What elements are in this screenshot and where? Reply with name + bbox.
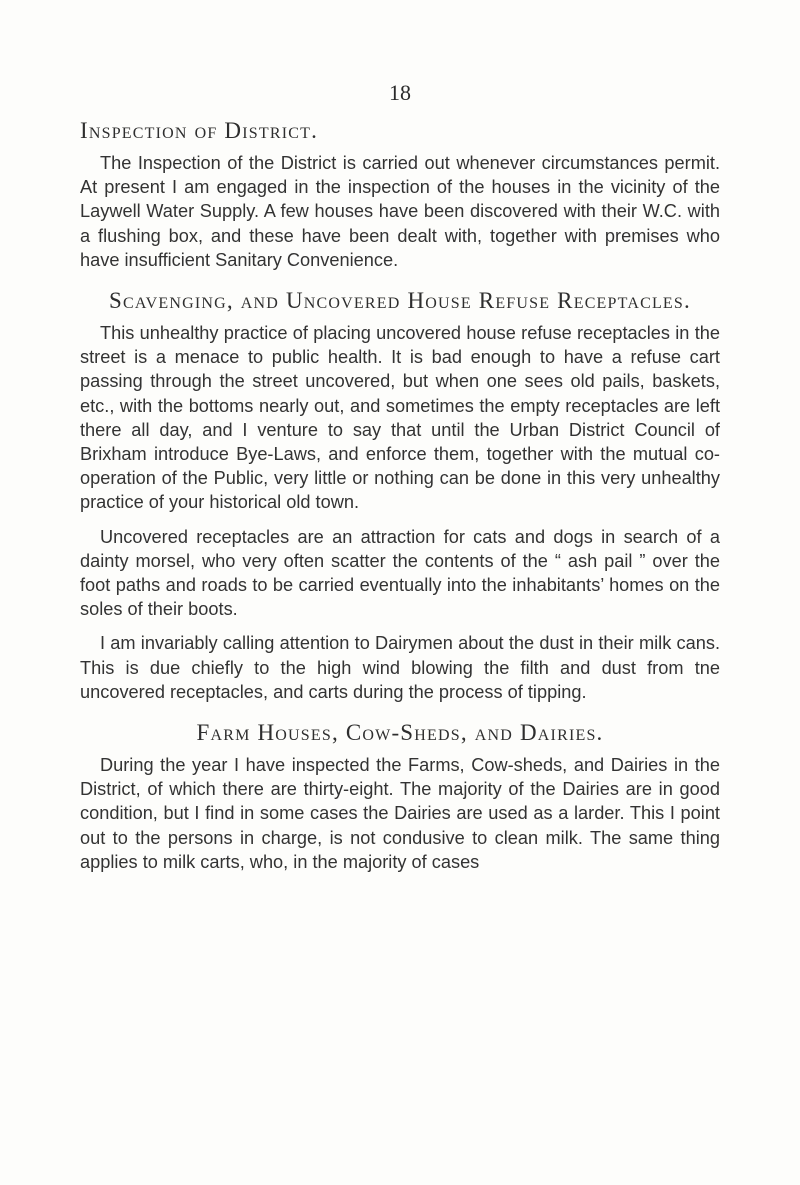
- section-heading: Inspection of District.: [80, 118, 319, 143]
- spacer: [80, 704, 720, 720]
- section-inspection: [80, 118, 720, 272]
- page-body: [80, 118, 720, 874]
- paragraph: I am invariably calling attention to Dairymen about the dust in their milk cans. This is due chiefly to the high wind blowing the filth and dust from tne uncovered receptacles, and carts during the process of tipping.: [80, 633, 720, 702]
- spacer: [80, 621, 720, 631]
- paragraph: The Inspection of the District is carried out whenever circumstances permit. At present I am engaged in the inspection of the houses in the vicinity of the Laywell Water Supply. A few houses have been discovered with their W.C. with a flushing box, and these have been dealt with, together with premises who have insufficient Sanitary Convenience.: [80, 153, 720, 270]
- section-heading: Farm Houses, Cow-Sheds, and Dairies.: [196, 720, 604, 746]
- paragraph: Uncovered receptacles are an attraction for cats and dogs in search of a dainty morsel, who very often scatter the contents of the “ ash pail ” over the foot paths and roads to be carried eventually into the inhabitants’ homes on the soles of their boots.: [80, 526, 720, 620]
- paragraph: This unhealthy practice of placing uncovered house refuse receptacles in the street is a menace to public health. It is bad enough to have a refuse cart passing through the street uncovered, but when one sees old pails, baskets, etc., with the bottoms nearly out, and sometimes the empty receptacles are left there all day, and I venture to say that until the Urban District Council of Brixham introduce Bye-Laws, and enforce them, together with the mutual co-operation of the Public, very little or nothing can be done in this very unhealthy practice of your historical old town.: [80, 323, 720, 513]
- section-scavenging: [80, 288, 720, 704]
- spacer: [80, 515, 720, 525]
- section-text: [80, 753, 720, 874]
- section-text: [80, 151, 720, 272]
- section-text: [80, 321, 720, 704]
- section-farm-houses: [80, 720, 720, 874]
- page-number: 18: [389, 80, 411, 105]
- paragraph: During the year I have inspected the Farms, Cow-sheds, and Dairies in the District, of which there are thirty-eight. The majority of the Dairies are in good condition, but I find in some cases the Dairies are used as a larder. This I point out to the persons in charge, is not condusive to clean milk. The same thing applies to milk carts, who, in the majority of cases: [80, 755, 720, 872]
- section-heading: Scavenging, and Uncovered House Refuse Receptacles.: [109, 288, 691, 314]
- spacer: [80, 272, 720, 288]
